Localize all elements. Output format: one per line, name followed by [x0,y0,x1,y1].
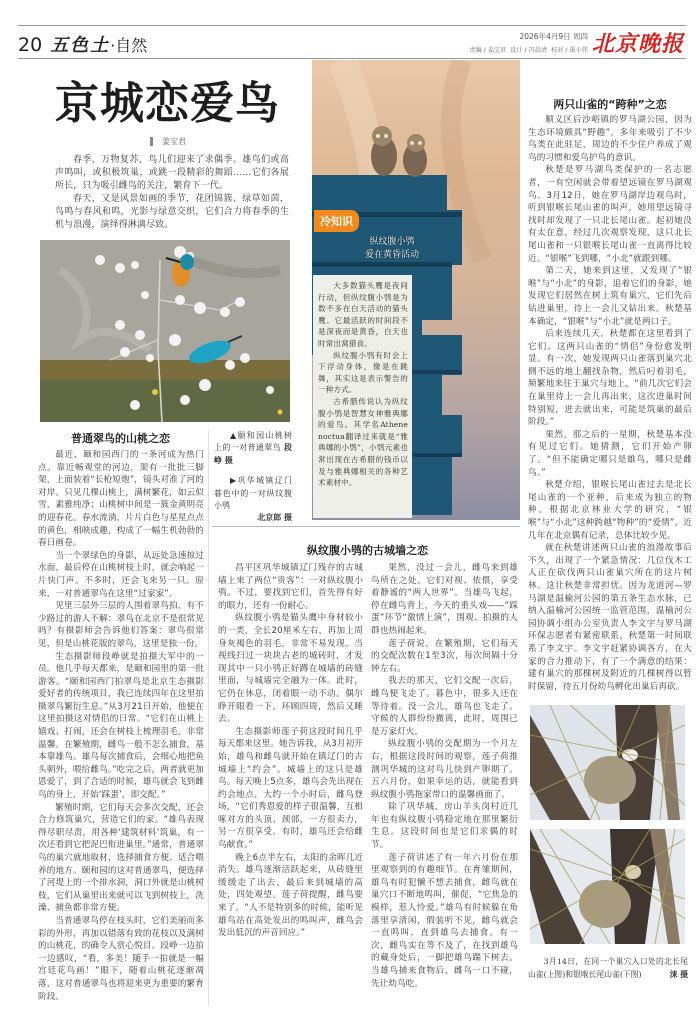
header-bottom-rule [18,58,686,59]
trivia-paragraph: 古希腊传说认为纵纹腹小鸮是智慧女神雅典娜的爱鸟。其学名Athene noctua翻译过来就是“雅典娜的小鸮”，小鸮元素也常出现在古希腊的钱币以及与雅典娜相关的各种艺术素材中。 [318,396,408,488]
trivia-badge: 冷知识 [314,210,359,232]
article-paragraph: 纵纹腹小鸮的交配期为一个月左右，根据这段时间的观察，莲子荷推测巩华城的这对鸟儿快到产卵期了。五六月份，如果幸运的话，就能看到纵纹腹小鸮拖家带口的温馨画面了。 [371,739,518,800]
article-paragraph: 当普通翠鸟停在枝头时，它们美丽而多彩的外形，再加以错落有致的花枝以及满树的山桃花，的确令人赏心悦目。段峥一边拍一边感叹，“看，多美！随手一拍就是一幅宫廷花鸟画！”眼下，随着山桃花逐渐凋落，这对普通翠鸟也将迎来更为重要的繁育阶段。 [38,915,204,1002]
article-owl-col1 [218,562,363,1007]
tit-caption-text: 3月14日，在同一个巢穴入口处的北长尾山雀(上图)和银喉长尾山雀(下图) [528,957,688,979]
captions-divider [212,526,520,527]
tit-caption-credit: 涞 摄 [669,970,688,979]
newspaper-logo: 北京晚报 [591,31,684,57]
caption-owl [214,475,292,512]
article-paragraph: 秋楚介绍，银喉长尾山雀过去是北长尾山雀的一个亚种，后来成为独立的物种。根据北京林业大学的研究，“银喉”与“小北”这种跨越“物种”的“爱情”，近几年在北京偶有记录，总体比较少见。 [528,480,692,541]
article-paragraph: 昌平区巩华城镇辽门残存的古城墙上来了两位“贵客”：一对纵纹腹小鸮。不过，要找到它们，首先得有好的眼力，还有一份耐心。 [218,563,363,611]
column-divider-left [208,430,209,1005]
article-paragraph: 当一个翠绿色的身影，从远处急速掠过水面，最后停在山桃树枝上时，就会响起一片快门声。不多时，还会飞来另一只。原来，一对普通翠鸟在这里“过家家”。 [38,550,204,599]
intro-text [55,154,289,232]
trivia-title [332,236,452,262]
editor-credits: 责编 / 姜宝君 设计 / 冯晨清 校对 / 禹小伟 [469,47,588,54]
section-header [18,31,147,55]
tit-nest-illustration-bottom [530,829,685,944]
byline-bar-icon [150,137,153,146]
article-paragraph: 晚上6点半左右，太阳的余晖几近消失。雄鸟逐渐活跃起来，从砖缝里缓缓走了出去，最后来到城墙的高处，四处观望。莲子荷提醒，雌鸟要来了。“人不是特别多的时候，能听见雄鸟站在高处发出的鸣叫声，雌鸟会发出低沉的声音回应。” [218,852,363,939]
trivia-textbox [313,275,412,518]
article-kingfisher-body [38,449,204,1005]
trivia-paragraph: 纵纹腹小鸮有时会上下浮动身体，像是在跳舞，其实这是表示警告的一种方式。 [318,350,408,395]
article-magpie-title: 两只山雀的“跨种”之恋 [553,98,667,111]
article-paragraph: 莲子荷说，在繁殖期，它们每天的交配次数在1至3次，每次间隔十分钟左右。 [371,638,518,674]
tit-photo-caption [528,956,688,1006]
trivia-paragraph: 大多数猫头鹰是夜间行动，但纵纹腹小鸮是为数不多在白天活动的猫头鹰。它最活跃的时间段不是深夜而是黄昏，白天也时常出窝猎食。 [318,281,408,348]
photo-captions [214,430,292,522]
article-paragraph: 就在秋楚讲述两只山雀的浪漫故事后不久，出现了一个紧急情况：几位伐木工人正在砍伐两只山雀巢穴所在的这片树林。这让秋楚非常担忧。因为龙道河—罗马湖是温榆河公园的第五条生态水脉，已纳入温榆河公园统一监管范围，温榆河公园协调小组办公室负责人李文宇与罗马湖环保志愿者有紧密联系，秋楚第一时间联系了李文宇。李文宇赶紧协调各方，在大家的合力推动下，有了一个满意的结果：建有巢穴的那棵树及附近的几棵树得以暂时保留，待五月份幼鸟孵化出巢后再砍。 [528,543,692,692]
article-paragraph: 第二天，她来到这里，又发现了“银喉”与“小北”的身影，追着它们的身影，她发现它们居然在树上筑有巢穴，它们先后钻进巢里，待上一会儿又钻出来。秋楚基本确定，“银喉”与“小北”就是两口子。 [528,266,692,327]
tit-photo-top [530,705,685,820]
section-name-script: 五色土 [50,35,111,56]
tit-photo-bottom [530,829,685,944]
article-paragraph: 最近，颐和园西门的一条河成为热门点。靠近畅观堂的河边，架有一批批三脚架，上面装着“长枪短炮”，镜头对准了河的对岸。只见几棵山桃上，满树繁花，如云似雪，素雅纯净；山桃树中间是一簇金黄明亮的迎春花。春水流淌，片片白色与星星点点的黄色，相映成趣，构成了一幅生机勃勃的春日画卷。 [38,450,204,549]
article-kingfisher-title: 普通翠鸟的山桃之恋 [71,432,170,445]
section-name-suffix: ·自然 [110,36,148,55]
caption-kingfisher-credit: 段峥 摄 [214,443,292,465]
page-headline: 京城恋爱鸟 [55,78,280,129]
kingfisher-photo [40,240,290,422]
article-paragraph: 除了巩华城，房山羊头岗村近几年也有纵纹腹小鸮稳定地在那里繁衍生息。这段时间也是它们求偶的时节。 [371,802,518,851]
issue-date: 2026年4月9日 周四 [519,32,588,41]
trivia-title-line1: 纵纹腹小鸮 [369,237,415,247]
article-magpie-body [528,114,692,700]
intro-paragraph: 春季，万物复苏，鸟儿们迎来了求偶季。雄鸟们或高声鸣叫，或积极筑巢，或跳一段精彩的舞蹈……它们各展所长，只为吸引雌鸟的关注，繁育下一代。 [55,155,289,191]
article-paragraph: 繁殖时期，它们每天会多次交配，还会合力修筑巢穴，营造它们的家。“雄鸟表现得尽职尽责，用各种‘建筑材料’筑巢，有一次还看到它把泥巴衔进巢里。”通常，普通翠鸟的巢穴就地取材，选择捕食方便、适合喂养的地方。颐和园的这对普通翠鸟，便选择了河堤上的一个排水洞，洞口外就是山桃树枝，它们从巢里出来就可以飞到树枝上，洗澡、捕鱼都非常方便。 [38,802,204,914]
header-top-rule [18,25,686,26]
article-paragraph: 秋楚是罗马湖鸟类保护的一名志愿者，一有空闲就会带着望远镜在罗马湖观鸟。3月12日，她在罗马湖岸边观鸟时，听到银喉长尾山雀的叫声，她用望远镜寻找时却发现了一只北长尾山雀。起初她没有太在意，经过几次观察发现，这只北长尾山雀和一只银喉长尾山雀一直离得比较近。“银喉”飞到哪，“小北”就跟到哪。 [528,165,692,264]
article-paragraph: 生态摄影师段峥就是拍摄大军中的一员。他几乎每天都来，是颐和园里的第一批游客。“颐和园西门拍翠鸟是北京生态摄影爱好者的传统项目，我已连续四年在这里拍摄翠鸟繁衍生息。”从3月21日开始，他便在这里拍摄这对情侣的日常。“它们在山桃上嬉戏、打闹，还会在树枝上梳理羽毛，非常温馨。在繁殖期，雌鸟一般不怎么捕食，基本靠雄鸟。雄鸟每次捕食后，会细心地把鱼头朝外，喂给雌鸟。”吃完之后，两者就更加恩爱了，到了合适的时候，雄鸟就会飞到雌鸟的身上，开始‘踩蛋’，即交配。” [38,651,204,801]
article-paragraph: 纵纹腹小鸮是猫头鹰中身材较小的一类，全长20厘米左右，再加上周身灰褐色的羽毛，非常不易发现。当视线扫过一块块古老的城砖时，才发现其中一只小鸮正好蹲在城墙的砖缝里面，与城墙完全融为一体。此时，它仍在休息，闭着眼一动不动。偶尔睁开眼看一下，环顾四周，然后又睡去。 [218,613,363,725]
article-owl-col2 [371,562,518,1007]
header-meta [469,31,588,54]
intro-paragraph: 春天，又是风景如画的季节，花团锦簇、绿草如茵，鸟鸣与春风和鸣，光影与绿意交织，它们合力将春季的生机与浪漫，演绎得淋漓尽致。 [55,194,289,230]
byline [150,136,186,147]
caption-owl-credit: 北京郎 摄 [257,513,292,522]
article-paragraph: 莲子荷讲述了有一年六月份在那里观察到的有趣细节。在育雏期间，雄鸟有时犯懒不想去捕食，雌鸟就在巢穴口不断地鸣叫，催促，“它焦急的模样，惹人怜爱。”雄鸟有时候躲在角落里享清闲，假装听不见，雌鸟就会一直鸣叫，直到雄鸟去捕食。有一次，雌鸟实在等不及了，在找到雄鸟的藏身处后，一脚把雄鸟踹下树去。当雄鸟捕来食物后，雌鸟一口不碰，先让幼鸟吃。 [371,852,518,989]
article-paragraph: 见里三层外三层的人围着翠鸟拍，有不少路过的游人不解：翠鸟在北京不是很常见吗？有摄影师会告诉他们答案：翠鸟很常见，但是山桃花版的翠鸟，这里是独一份。 [38,601,204,649]
article-paragraph: 果然，没过一会儿，雌鸟来到雄鸟所在之处。它们对视、依偎，享受着静谧的“两人世界”。当雄鸟飞起，停在雌鸟背上，今天的重头戏——“踩蛋”环节“激情上演”，围观、拍摄的人群也热闹起来。 [371,563,518,636]
kingfisher-illustration [40,240,290,422]
byline-author: 姜宝君 [162,137,186,146]
caption-kingfisher [214,430,292,467]
article-paragraph: 顺义区后沙峪镇的罗马湖公园，因为生态环境颇具“野趣”，多年来吸引了不少鸟类在此驻足，周边的不少住户养成了观鸟的习惯和爱鸟护鸟的意识。 [528,115,692,163]
owl-photo [312,60,520,520]
trivia-title-line2: 爱在黄昏活动 [364,250,419,260]
article-paragraph: 果然，那之后的一星期，秋楚基本没有见过它们。她猜测，它们开始产卵了。“但不能确定哪只是雄鸟，哪只是雌鸟。” [528,429,692,478]
tit-nest-illustration-top [530,705,685,820]
article-paragraph: 我去的那天，它们交配一次后，雌鸟便飞走了。暮色中，很多人还在等待着。没一会儿，雄鸟也飞走了。守候的人群纷纷撤离，此时，周围已是万家灯火。 [371,676,518,737]
caption-kingfisher-text: ▲颐和园山桃树上的一对普通翠鸟 [214,431,292,453]
article-paragraph: 生态摄影师莲子荷这段时间几乎每天都来这里。她告诉我，从3月初开始，雄鸟和雌鸟就开始在镇辽门的古城墙上“约会”。城墙上的这只是雄鸟。每天晚上5点多，雄鸟会先出现在约会地点，大约一个小时后，雌鸟登场，“它们秀恩爱的样子很温馨，互相啄对方的头顶、颈部，一方很卖力，另一方很享受。有时，雄鸟还会给雌鸟献食。” [218,726,363,851]
article-owl-title: 纵纹腹小鸮的古城墙之恋 [307,544,428,557]
article-paragraph: 后来连续几天，秋楚都在这里看到了它们。这两只山雀的“情侣”身份愈发明显。有一次，她发现两只山雀落到巢穴北侧不远的地上翻找杂物，然后叼着羽毛，频繁地来往于巢穴与地上，“前几次它们会在巢里待上一会儿再出来，这次进巢时间特别短，进去就出来，可能是筑巢的最后阶段。” [528,329,692,428]
caption-owl-text: ▶巩华城镇辽门暮色中的一对纵纹腹小鸮 [214,476,292,511]
page-number: 20 [18,34,43,56]
